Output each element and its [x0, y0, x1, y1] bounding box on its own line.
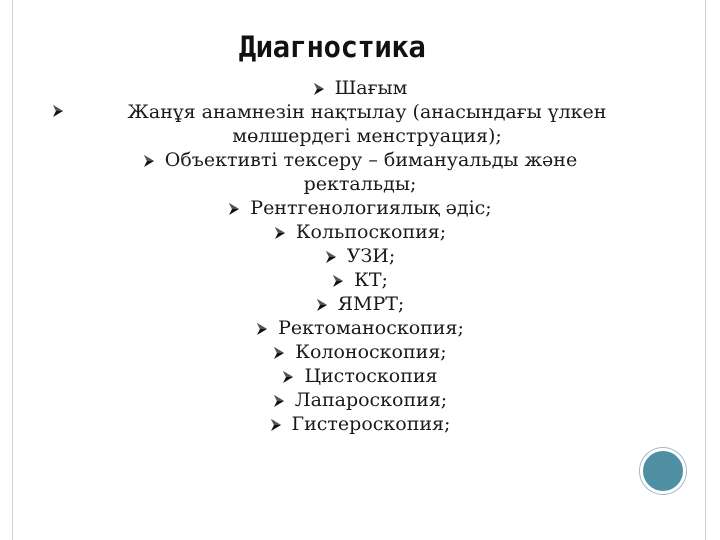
arrowhead-bullet-icon — [256, 323, 268, 335]
arrowhead-bullet-icon — [282, 371, 294, 383]
list-item-text: Ректоманоскопия; — [278, 317, 464, 339]
list-item — [60, 196, 660, 220]
slide-frame-left-line — [12, 0, 13, 540]
arrowhead-bullet-icon — [316, 299, 328, 311]
list-item — [60, 388, 660, 412]
list-item-text: КТ; — [354, 269, 388, 291]
slide-title: Диагностика — [238, 30, 426, 64]
arrowhead-bullet-icon — [52, 105, 64, 117]
arrowhead-bullet-icon — [325, 251, 337, 263]
list-item — [60, 76, 660, 100]
list-item — [60, 148, 660, 196]
arrowhead-bullet-icon — [270, 419, 282, 431]
list-item — [60, 412, 660, 436]
list-item — [60, 268, 660, 292]
decorative-circle — [640, 448, 686, 494]
list-item — [60, 316, 660, 340]
list-item-text: Лапароскопия; — [294, 389, 448, 411]
list-item-text: Гистероскопия; — [291, 413, 451, 435]
list-item-text: УЗИ; — [346, 245, 396, 267]
list-item-text: Цистоскопия — [304, 365, 438, 387]
list-item — [60, 364, 660, 388]
arrowhead-bullet-icon — [228, 203, 240, 215]
arrowhead-bullet-icon — [273, 347, 285, 359]
list-item-text: Жанұя анамнезін нақтылау (анасындағы үлкен мөлшердегі менструация); — [127, 101, 607, 147]
arrowhead-bullet-icon — [143, 155, 155, 167]
arrowhead-bullet-icon — [274, 227, 286, 239]
list-item-text: Объективті тексеру – бимануальды және ректальды; — [164, 149, 578, 195]
list-item — [60, 340, 660, 364]
list-item — [60, 100, 660, 148]
list-item — [60, 292, 660, 316]
list-item-text: Колоноскопия; — [295, 341, 447, 363]
arrowhead-bullet-icon — [313, 83, 325, 95]
slide-frame-right-line — [705, 0, 706, 540]
arrowhead-bullet-icon — [273, 395, 285, 407]
list-item-text: Кольпоскопия; — [295, 221, 447, 243]
list-item — [60, 220, 660, 244]
list-item — [60, 244, 660, 268]
bullet-list — [60, 76, 660, 436]
list-item-text: Рентгенологиялық әдіс; — [250, 197, 492, 219]
arrowhead-bullet-icon — [332, 275, 344, 287]
list-item-text: Шағым — [334, 77, 408, 99]
list-item-text: ЯМРТ; — [337, 293, 405, 315]
